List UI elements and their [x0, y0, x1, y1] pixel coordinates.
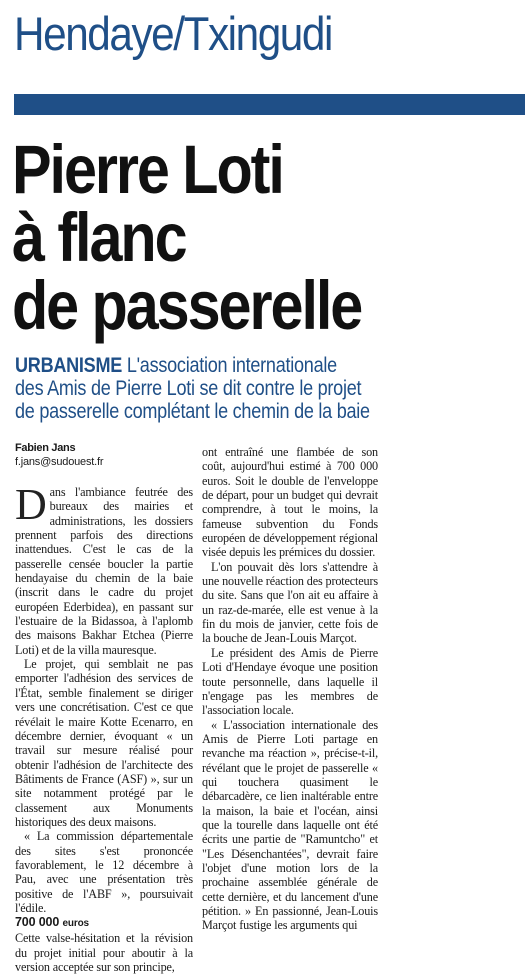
drop-cap: D	[15, 480, 47, 529]
standfirst-line-3: de passerelle complétant le chemin de la baie	[15, 400, 370, 423]
article-paragraph	[15, 480, 193, 657]
standfirst-line-1	[15, 354, 497, 377]
article-paragraph: Cette valse-hésitation et la révision du projet initial pour aboutir à la version acceptée sur son principe,	[15, 931, 193, 974]
article-paragraph: L'on pouvait dès lors s'attendre à une nouvelle réaction des protecteurs du site. Sans que l'on ait eu affaire à un raz-de-marée, elle est venue à la fin du mois de janvier, cette fois de la bouche de Jean-Louis Marçot.	[202, 559, 378, 646]
headline-line-2: à flanc	[12, 199, 186, 276]
section-rule	[14, 94, 525, 115]
article-paragraph: ont entraîné une flambée de son coût, aujourd'hui estimé à 700 000 euros. Soit le double de l'enveloppe de départ, pour un budget qui devrait comprendre, à tout le moins, la fameuse subvention du Fonds européen de développement régional visée depuis les prémices du dossier.	[202, 445, 378, 560]
headline	[12, 131, 442, 344]
byline	[15, 441, 103, 469]
standfirst-line-2: des Amis de Pierre Loti se dit contre le projet	[15, 377, 362, 400]
author-email[interactable]: f.jans@sudouest.fr	[15, 456, 104, 468]
standfirst	[15, 354, 497, 423]
kicker: URBANISME	[15, 354, 123, 377]
intertitle	[15, 915, 193, 931]
article-column-2	[202, 445, 378, 933]
headline-line-3: de passerelle	[12, 267, 362, 344]
headline-line-1: Pierre Loti	[12, 131, 283, 208]
article-paragraph: Le projet, qui semblait ne pas emporter l'adhésion des services de l'État, semble finalement se diriger vers une concrétisation. C'est ce que révélait le maire Kotte Ecenarro, en décembre dernier, évoquant « un travail sur mesure réalisé pour obtenir l'adhésion de l'architecte des Bâtiments de France (ASF) », sur un site notamment protégé par le classement aux Monuments historiques des deux maisons.	[15, 657, 193, 829]
article-paragraph: « La commission départementale des sites s'est prononcée favorablement, le 12 décembre à Pau, avec une présentation très positive de l'ABF », poursuivait l'édile.	[15, 829, 193, 915]
standfirst-text-1: L'association internationale	[126, 354, 337, 377]
article-paragraph: « L'association internationale des Amis de Pierre Loti partage en revanche ma réaction », précise-t-il, révélant que le projet de passerelle « qui touchera quasiment le débarcadère, ce lien inaltérable entre la maison, la baie et l'océan, ainsi que la tourelle dans laquelle ont été écrits une partie de "Ramuntcho" et "Les Désenchantées", devrait faire l'objet d'une motion lors de la prochaine assemblée générale de cette dernière, et du lancement d'une pétition. » En passionné, Jean-Louis Marçot fustige les arguments qui	[202, 717, 378, 933]
paragraph-text: ans l'ambiance feutrée des bureaux des mairies et administrations, les dossiers prennent parfois des directions inattendues. C'est le cas de la passerelle censée boucler la partie hendayaise du chemin de la baie (inscrit dans le cadre du projet européen Ederbidea), en passant sur l'estuaire de la Bidassoa, à l'aplomb des maisons Bakhar Etchea (Pierre Loti) et de la villa mauresque.	[15, 485, 193, 657]
section-title: Hendaye/Txingudi	[14, 7, 332, 60]
intertitle-number: 700 000	[15, 915, 60, 930]
article-paragraph: Le président des Amis de Pierre Loti d'Hendaye évoque une position toute personnelle, dans laquelle il n'engage pas les membres de l'association locale.	[202, 645, 378, 718]
intertitle-unit: euros	[62, 918, 89, 930]
article-column-1	[15, 480, 193, 974]
author-name: Fabien Jans	[15, 442, 76, 454]
